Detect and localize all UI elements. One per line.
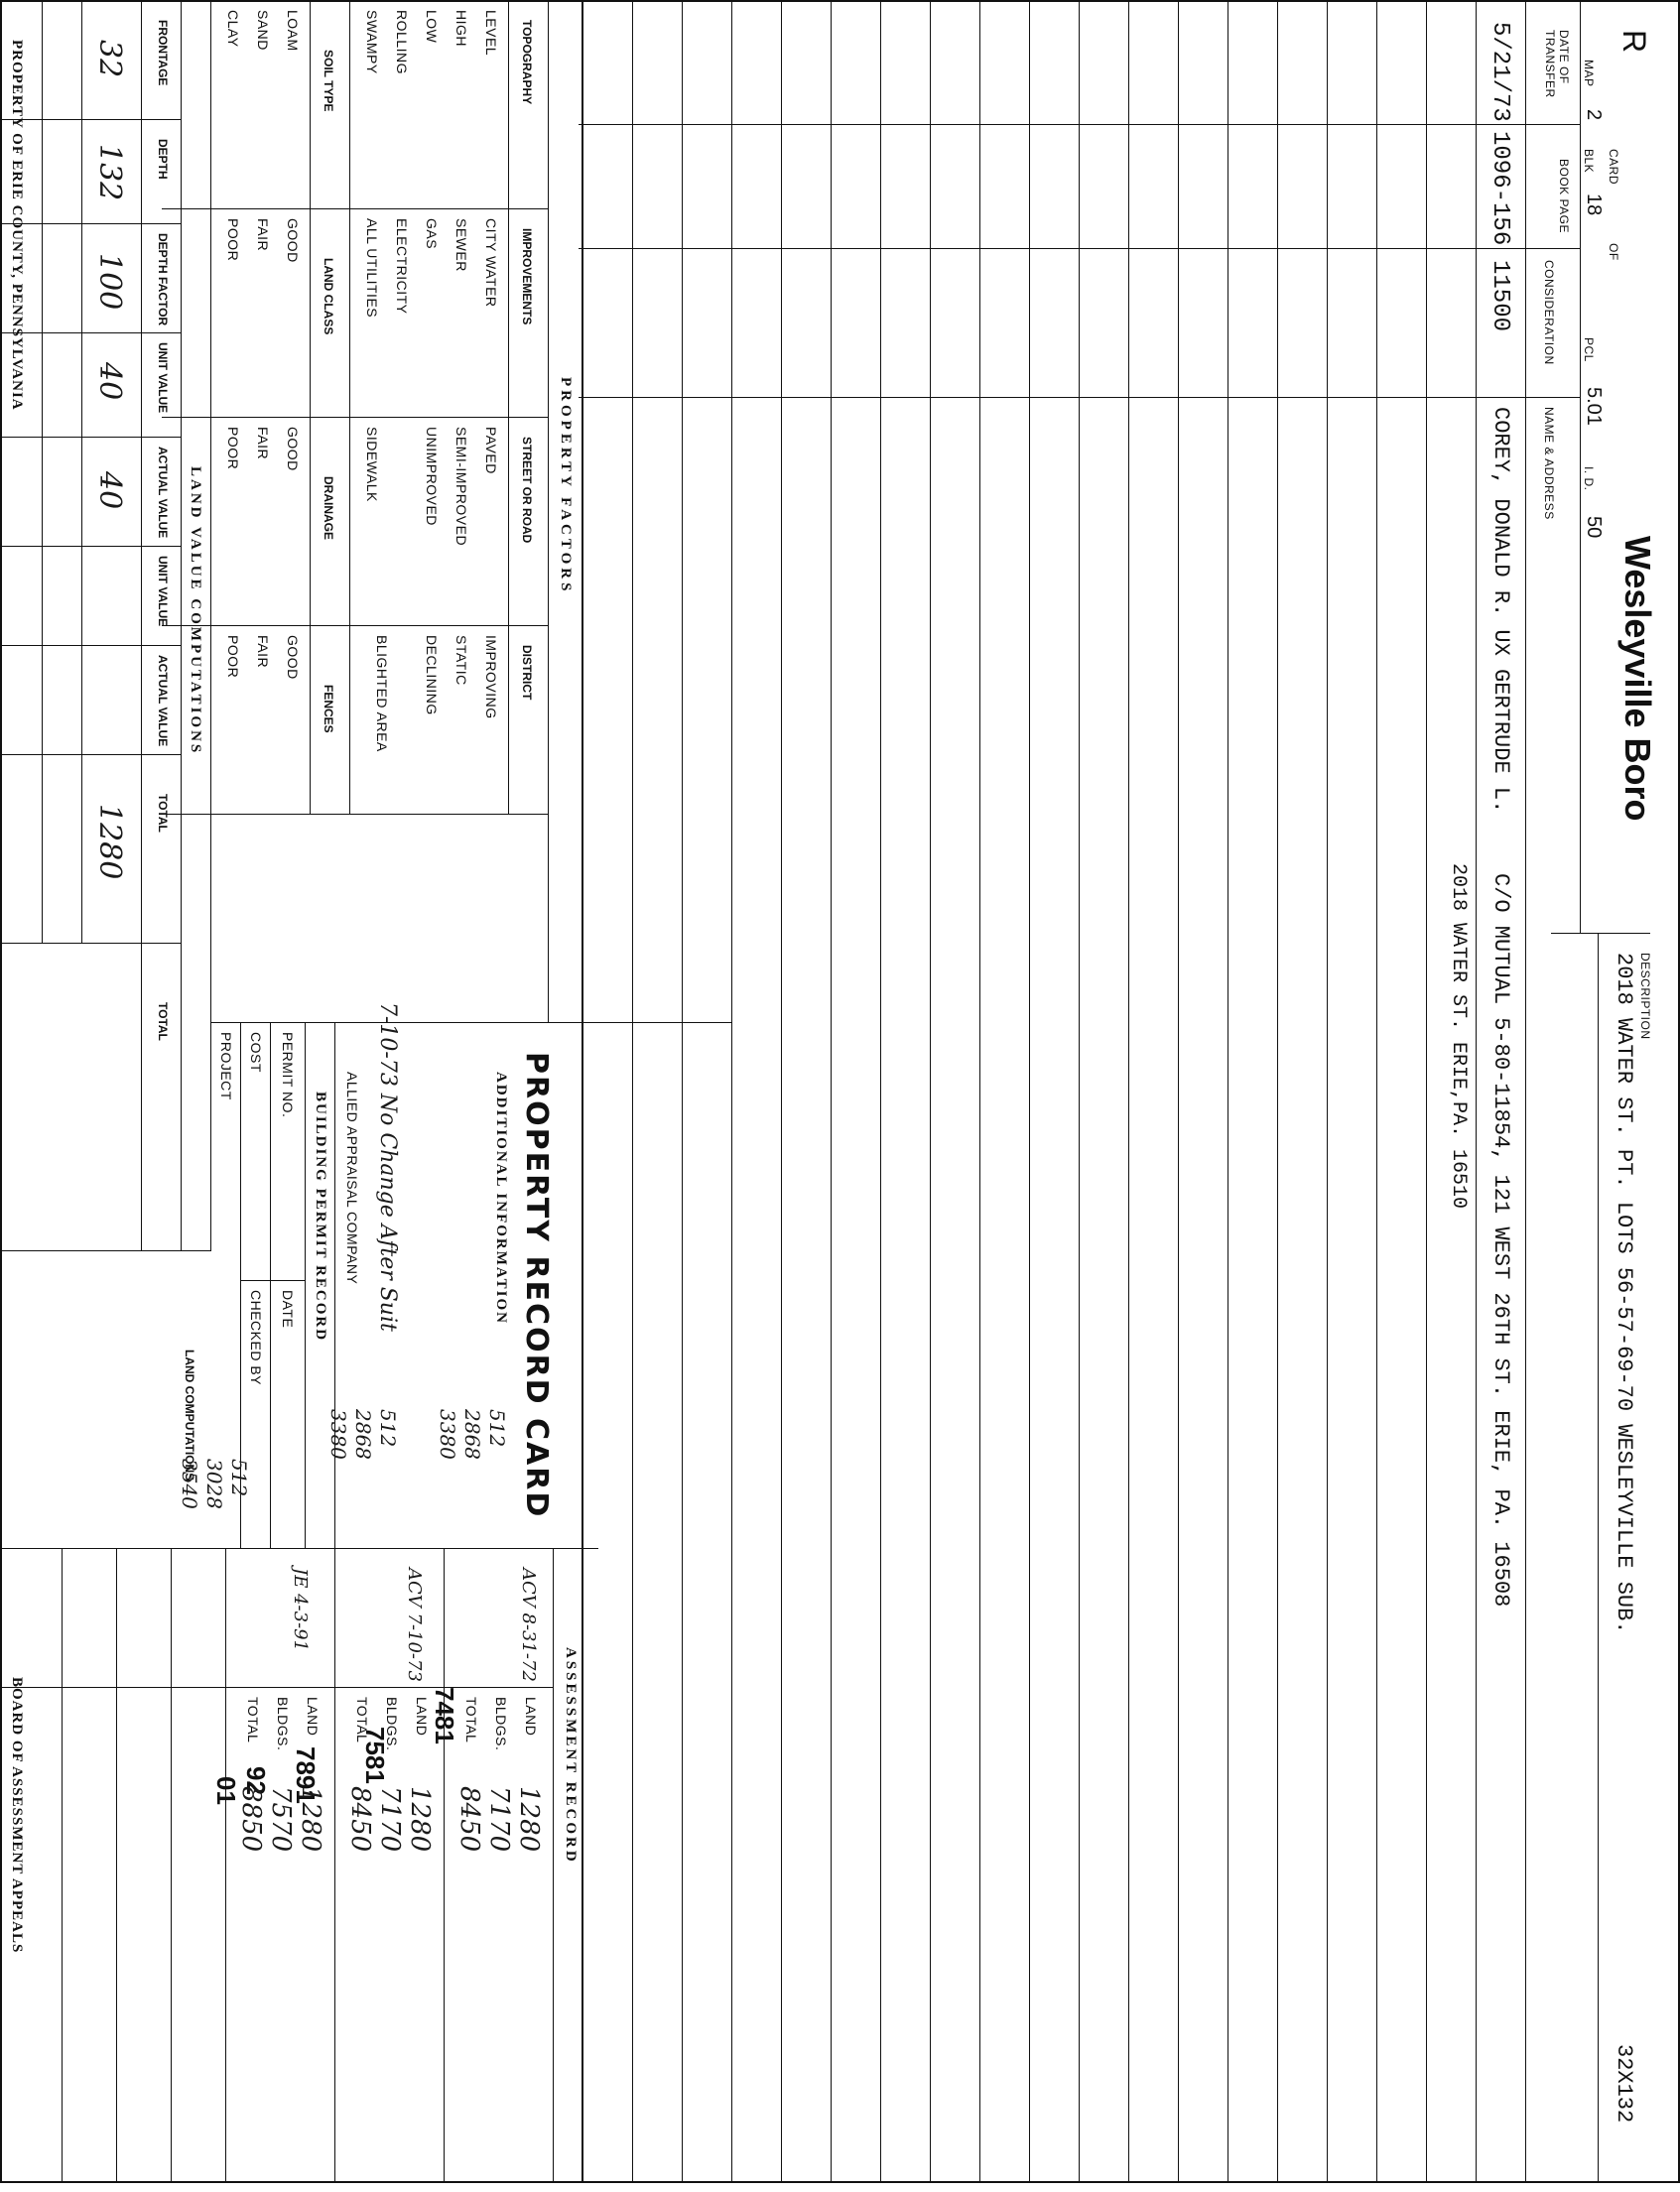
stamp-01: 01 xyxy=(211,1776,241,1805)
soil-sand: SAND xyxy=(255,10,271,51)
asmt1-land-label: LAND xyxy=(523,1697,539,1737)
map-label: MAP xyxy=(1582,60,1596,87)
of-label: OF xyxy=(1607,243,1620,261)
calc1-b: 2868 xyxy=(460,1409,484,1460)
assessment-col3-head: JE 4-3-91 xyxy=(290,1568,311,1652)
street-sidewalk: SIDEWALK xyxy=(364,427,380,502)
municipality-title: Wesleyville Boro xyxy=(1617,536,1658,822)
topography-header: TOPOGRAPHY xyxy=(520,20,534,105)
district-declining: DECLINING xyxy=(424,635,440,715)
imp-electricity: ELECTRICITY xyxy=(394,218,410,315)
asmt2-bldgs: 7170 xyxy=(375,1786,405,1853)
asmt1-bldgs: 7170 xyxy=(484,1786,514,1853)
frontage-header: FRONTAGE xyxy=(156,20,170,86)
consideration: 11500 xyxy=(1486,260,1513,332)
blk-value: 18 xyxy=(1583,193,1605,216)
total-header-2: TOTAL xyxy=(156,1002,170,1041)
unit-value-header-2: UNIT VALUE xyxy=(156,556,170,627)
topo-level: LEVEL xyxy=(483,10,499,57)
actual-value-header-1: ACTUAL VALUE xyxy=(156,447,170,539)
property-address: 2018 WATER ST. ERIE,PA. 16510 xyxy=(1447,863,1470,1210)
book-page-label: BOOK PAGE xyxy=(1557,159,1571,233)
asmt2-bldgs-label: BLDGS. xyxy=(384,1697,400,1751)
permit-record-title: BUILDING PERMIT RECORD xyxy=(313,1092,328,1343)
imp-sewer: SEWER xyxy=(453,218,469,272)
calc3-b: 3028 xyxy=(202,1459,226,1509)
actual-value-header-2: ACTUAL VALUE xyxy=(156,655,170,747)
land-computations-title: LAND COMPUTATIONS xyxy=(183,1350,196,1482)
street-unimproved: UNIMPROVED xyxy=(424,427,440,526)
topo-swampy: SWAMPY xyxy=(364,10,380,74)
asmt1-total: 8450 xyxy=(454,1786,484,1853)
id-label: I. D. xyxy=(1582,466,1596,491)
soil-loam: LOAM xyxy=(285,10,301,52)
record-card-title: PROPERTY RECORD CARD xyxy=(519,1052,554,1519)
asmt3-total: 8850 xyxy=(236,1786,266,1853)
imp-all-utilities: ALL UTILITIES xyxy=(364,218,380,319)
district-static: STATIC xyxy=(453,635,469,686)
drainage-header: DRAINAGE xyxy=(322,476,335,541)
assessment-col2-head: ACV 7-10-73 xyxy=(404,1568,425,1682)
initial-mark: R xyxy=(1616,30,1652,54)
topo-rolling: ROLLING xyxy=(394,10,410,74)
appraisal-company: ALLIED APPRAISAL COMPANY xyxy=(344,1072,360,1285)
calc1-a: 512 xyxy=(485,1409,509,1448)
assessment-col1-head: ACV 8-31-72 xyxy=(518,1568,539,1682)
calc2-c: 3380 xyxy=(326,1409,350,1460)
district-header: DISTRICT xyxy=(520,645,534,701)
project-label: PROJECT xyxy=(218,1032,234,1100)
asmt3-land: 1280 xyxy=(296,1786,325,1853)
owner-name: COREY, DONALD R. UX GERTRUDE L. xyxy=(1488,407,1513,814)
landclass-poor: POOR xyxy=(225,218,241,262)
footer-right: BOARD OF ASSESSMENT APPEALS xyxy=(9,1677,25,1954)
assessment-record-title: ASSESSMENT RECORD xyxy=(563,1647,579,1865)
property-factors-title: PROPERTY FACTORS xyxy=(558,377,574,595)
district-improving: IMPROVING xyxy=(483,635,499,719)
topo-high: HIGH xyxy=(453,10,469,47)
drainage-fair: FAIR xyxy=(255,427,271,460)
consideration-label: CONSIDERATION xyxy=(1542,260,1556,365)
pcl-value: 5.01 xyxy=(1583,387,1605,426)
frontage-value: 32 xyxy=(92,40,127,78)
permit-no-label: PERMIT NO. xyxy=(280,1032,296,1118)
asmt1-total-label: TOTAL xyxy=(463,1697,479,1743)
asmt3-bldgs-label: BLDGS. xyxy=(275,1697,291,1751)
blk-label: BLK xyxy=(1582,149,1596,174)
unit-value: 40 xyxy=(92,362,127,401)
calc1-c: 3380 xyxy=(436,1409,459,1460)
drainage-poor: POOR xyxy=(225,427,241,470)
depth-header: DEPTH xyxy=(156,139,170,180)
lot-dimensions: 32X132 xyxy=(1612,2044,1636,2124)
asmt3-total-label: TOTAL xyxy=(245,1697,261,1743)
calc3-c: 3540 xyxy=(178,1459,201,1509)
checked-by-label: CHECKED BY xyxy=(248,1290,264,1386)
asmt2-total-label: TOTAL xyxy=(354,1697,370,1743)
description-value: 2018 WATER ST. PT. LOTS 56-57-69-70 WESLEYVILLE SUB. xyxy=(1612,953,1636,1634)
no-change-note: 7-10-73 No Change After Suit xyxy=(375,1002,400,1332)
land-class-header: LAND CLASS xyxy=(322,258,335,335)
asmt2-land-label: LAND xyxy=(414,1697,430,1737)
book-page: 1096-156 xyxy=(1486,131,1513,246)
street-paved: PAVED xyxy=(483,427,499,474)
asmt2-total: 8450 xyxy=(345,1786,375,1853)
footer-left: PROPERTY OF ERIE COUNTY, PENNSYLVANIA xyxy=(9,40,25,411)
landclass-fair: FAIR xyxy=(255,218,271,252)
unit-value-header-1: UNIT VALUE xyxy=(156,342,170,414)
fences-good: GOOD xyxy=(285,635,301,680)
total-header-1: TOTAL xyxy=(156,794,170,833)
additional-info-label: ADDITIONAL INFORMATION xyxy=(493,1072,509,1325)
asmt3-land-label: LAND xyxy=(305,1697,321,1737)
pcl-label: PCL xyxy=(1582,337,1596,362)
asmt3-bldgs: 7570 xyxy=(266,1786,296,1853)
fences-header: FENCES xyxy=(322,685,335,733)
stamp-7581: 7581 xyxy=(360,1727,390,1784)
stamp-7481: 7481 xyxy=(430,1687,459,1744)
drainage-good: GOOD xyxy=(285,427,301,471)
imp-city-water: CITY WATER xyxy=(483,218,499,308)
street-semi-improved: SEMI-IMPROVED xyxy=(453,427,469,547)
land-total-value: 1280 xyxy=(92,804,127,880)
description-label: DESCRIPTION xyxy=(1638,953,1652,1040)
depth-factor-value: 100 xyxy=(92,253,127,311)
transfer-date: 5/21/73 xyxy=(1486,22,1513,122)
stamp-92: 92 xyxy=(241,1766,271,1795)
permit-cost-label: COST xyxy=(248,1032,264,1073)
fences-poor: POOR xyxy=(225,635,241,679)
street-header: STREET OR ROAD xyxy=(520,437,534,544)
actual-value: 40 xyxy=(92,471,127,510)
stamp-7891: 7891 xyxy=(291,1746,321,1804)
district-blighted-area: BLIGHTED AREA xyxy=(374,635,390,752)
soil-clay: CLAY xyxy=(225,10,241,48)
improvements-header: IMPROVEMENTS xyxy=(520,228,534,325)
soil-header: SOIL TYPE xyxy=(322,50,335,112)
permit-date-label: DATE xyxy=(280,1290,296,1329)
calc2-a: 512 xyxy=(376,1409,400,1448)
calc3-a: 512 xyxy=(227,1459,251,1497)
depth-factor-header: DEPTH FACTOR xyxy=(156,233,170,326)
id-value: 50 xyxy=(1583,516,1605,539)
asmt2-land: 1280 xyxy=(405,1786,435,1853)
asmt1-bldgs-label: BLDGS. xyxy=(493,1697,509,1751)
depth-value: 132 xyxy=(92,144,127,201)
imp-gas: GAS xyxy=(424,218,440,250)
owner-address: C/O MUTUAL 5-80-11854, 121 WEST 26TH ST. ERIE, PA. 16508 xyxy=(1488,873,1513,1608)
asmt1-land: 1280 xyxy=(514,1786,544,1853)
name-address-label: NAME & ADDRESS xyxy=(1542,407,1556,520)
map-value: 2 xyxy=(1583,109,1605,121)
land-value-title: LAND VALUE COMPUTATIONS xyxy=(188,466,203,756)
landclass-good: GOOD xyxy=(285,218,301,263)
fences-fair: FAIR xyxy=(255,635,271,669)
date-of-transfer-label: DATE OF TRANSFER xyxy=(1543,30,1571,98)
card-label: CARD xyxy=(1607,149,1620,186)
topo-low: LOW xyxy=(424,10,440,44)
calc2-b: 2868 xyxy=(351,1409,375,1460)
